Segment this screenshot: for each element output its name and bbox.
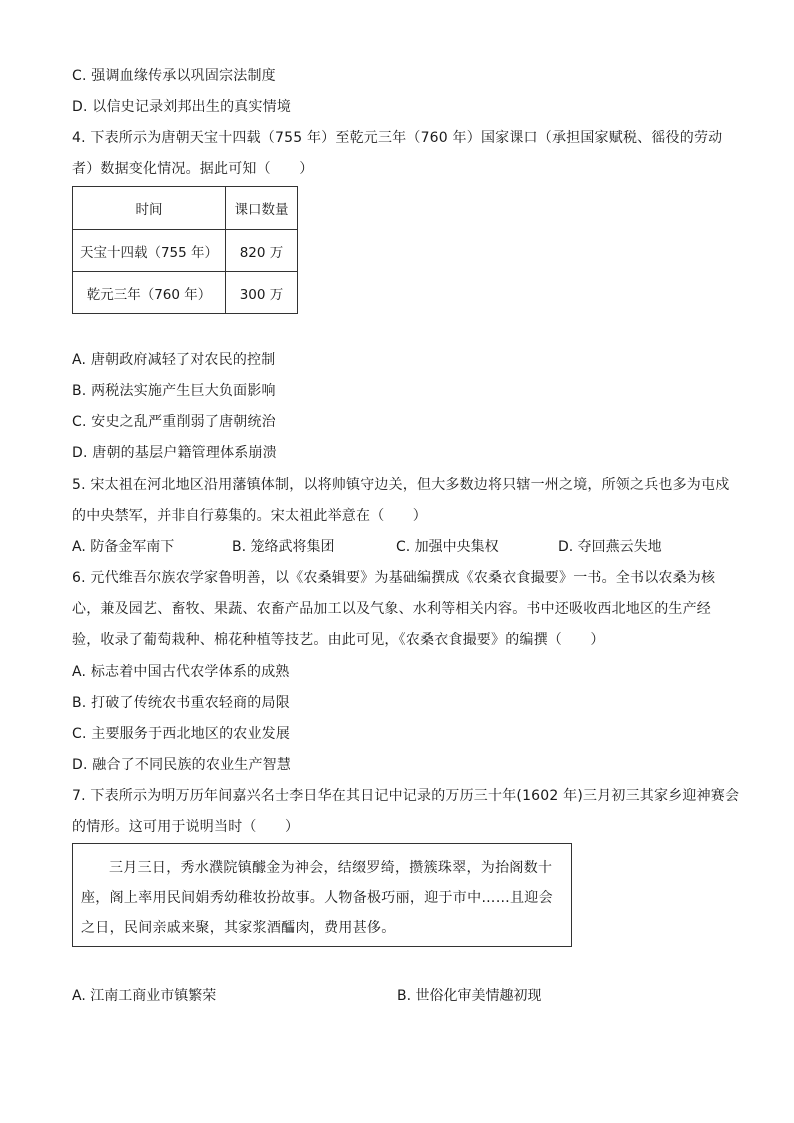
q5-option-d: D. 夺回燕云失地 bbox=[558, 539, 662, 555]
table-cell: 乾元三年（760 年） bbox=[73, 272, 226, 314]
q7-options bbox=[72, 986, 732, 1006]
q5-option-b: B. 笼络武将集团 bbox=[232, 539, 335, 555]
table-header-row bbox=[73, 187, 298, 230]
q4-stem-line1: 4. 下表所示为唐朝天宝十四载（755 年）至乾元三年（760 年）国家课口（承担国家赋税、徭役的劳动 bbox=[72, 130, 723, 146]
table-cell: 300 万 bbox=[226, 272, 298, 314]
q5-stem-line2: 的中央禁军，并非自行募集的。宋太祖此举意在（ ） bbox=[72, 508, 427, 524]
table-cell: 820 万 bbox=[226, 230, 298, 272]
q3-option-d: D. 以信史记录刘邦出生的真实情境 bbox=[72, 99, 292, 115]
q5-option-c: C. 加强中央集权 bbox=[396, 539, 499, 555]
q4-option-b: B. 两税法实施产生巨大负面影响 bbox=[72, 383, 276, 399]
q7-option-b: B. 世俗化审美情趣初现 bbox=[397, 988, 542, 1004]
q5-stem-line1: 5. 宋太祖在河北地区沿用藩镇体制，以将帅镇守边关，但大多数边将只辖一州之境，所领之兵也多为屯戍 bbox=[72, 477, 730, 493]
q5-options bbox=[72, 537, 732, 557]
q6-option-c: C. 主要服务于西北地区的农业发展 bbox=[72, 726, 291, 742]
q3-option-c: C. 强调血缘传承以巩固宗法制度 bbox=[72, 68, 276, 84]
table-header-time: 时间 bbox=[73, 187, 226, 230]
q4-data-table bbox=[72, 186, 298, 314]
q7-option-a: A. 江南工商业市镇繁荣 bbox=[72, 988, 217, 1004]
q7-stem-line1: 7. 下表所示为明万历年间嘉兴名士李日华在其日记中记录的万历三十年(1602 年)三月初三其家乡迎神赛会 bbox=[72, 788, 740, 804]
table-row bbox=[73, 230, 298, 272]
q6-stem-line2: 心，兼及园艺、畜牧、果蔬、农畜产品加工以及气象、水利等相关内容。书中还吸收西北地区的生产经 bbox=[72, 601, 711, 617]
q6-option-d: D. 融合了不同民族的农业生产智慧 bbox=[72, 757, 292, 773]
q6-stem-line1: 6. 元代维吾尔族农学家鲁明善，以《农桑辑要》为基础编撰成《农桑衣食撮要》一书。全书以农桑为核 bbox=[72, 570, 716, 586]
q6-stem-line3: 验，收录了葡萄栽种、棉花种植等技艺。由此可见，《农桑衣食撮要》的编撰（ ） bbox=[72, 632, 605, 648]
q5-option-a: A. 防备金军南下 bbox=[72, 539, 175, 555]
q4-option-c: C. 安史之乱严重削弱了唐朝统治 bbox=[72, 414, 276, 430]
table-cell: 天宝十四载（755 年） bbox=[73, 230, 226, 272]
q4-stem-line2: 者）数据变化情况。据此可知（ ） bbox=[72, 161, 314, 177]
q6-option-b: B. 打破了传统农书重农轻商的局限 bbox=[72, 695, 290, 711]
table-row bbox=[73, 272, 298, 314]
q7-stem-line2: 的情形。这可用于说明当时（ ） bbox=[72, 819, 300, 835]
q4-option-a: A. 唐朝政府减轻了对农民的控制 bbox=[72, 352, 276, 368]
table-header-count: 课口数量 bbox=[226, 187, 298, 230]
q4-option-d: D. 唐朝的基层户籍管理体系崩溃 bbox=[72, 445, 277, 461]
q7-quote-box: 三月三日，秀水濮院镇醵金为神会，结缀罗绮，攒簇珠翠，为抬阁数十座，阁上率用民间娟秀幼稚妆扮故事。人物备极巧丽，迎于市中……且迎会之日，民间亲戚来聚，其家浆酒醽肉，费用甚侈。 bbox=[72, 843, 572, 947]
q6-option-a: A. 标志着中国古代农学体系的成熟 bbox=[72, 664, 290, 680]
